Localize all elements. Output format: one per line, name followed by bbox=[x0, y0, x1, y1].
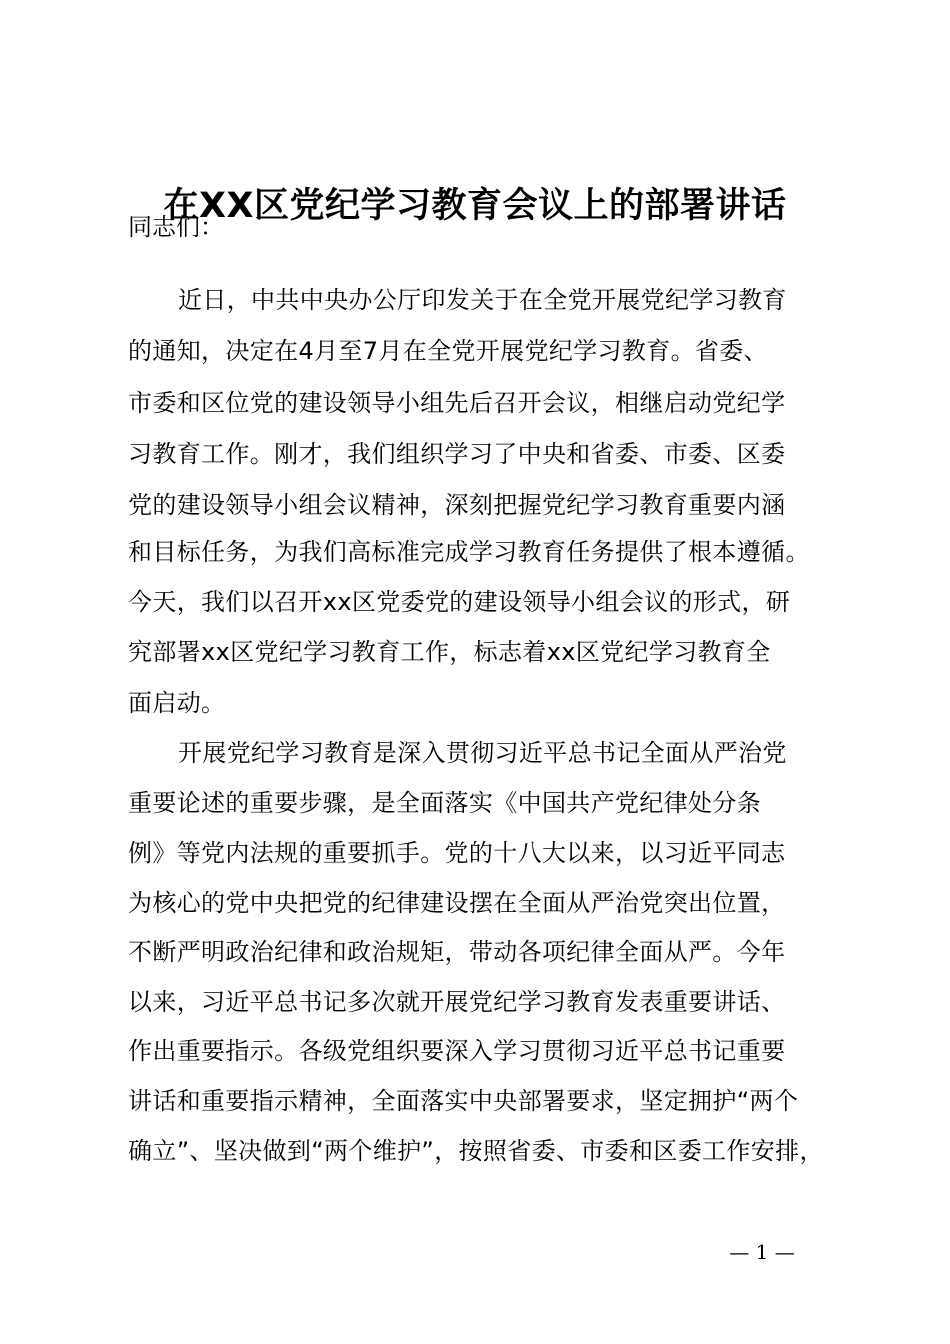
paragraph-1-line-8: 究部署xx区党纪学习教育工作，标志着xx区党纪学习教育全 bbox=[128, 638, 771, 666]
paragraph-2-line-7: 作出重要指示。各级党组织要深入学习贯彻习近平总书记重要 bbox=[128, 1037, 786, 1065]
paragraph-1-line-3: 市委和区位党的建设领导小组先后召开会议，相继启动党纪学 bbox=[128, 389, 786, 417]
paragraph-1-line-9: 面启动。 bbox=[128, 689, 226, 717]
paragraph-2-line-6: 以来，习近平总书记多次就开展党纪学习教育发表重要讲话、 bbox=[128, 988, 786, 1016]
paragraph-1-line-2: 的通知，决定在4月至7月在全党开展党纪学习教育。省委、 bbox=[128, 337, 768, 365]
paragraph-2-line-1: 开展党纪学习教育是深入贯彻习近平总书记全面从严治党 bbox=[178, 739, 787, 767]
paragraph-2-line-8: 讲话和重要指示精神，全面落实中央部署要求，坚定拥护“两个 bbox=[128, 1087, 799, 1115]
paragraph-1-line-5: 党的建设领导小组会议精神，深刻把握党纪学习教育重要内涵 bbox=[128, 491, 786, 519]
paragraph-2-line-2: 重要论述的重要步骤，是全面落实《中国共产党纪律处分条 bbox=[128, 789, 762, 817]
salutation: 同志们： bbox=[128, 213, 224, 241]
paragraph-2-line-3: 例》等党内法规的重要抓手。党的十八大以来，以习近平同志 bbox=[128, 839, 786, 867]
page-number: — 1 — bbox=[729, 1240, 795, 1264]
paragraph-1-line-1: 近日，中共中央办公厅印发关于在全党开展党纪学习教育 bbox=[178, 286, 787, 314]
paragraph-2-line-4: 为核心的党中央把党的纪律建设摆在全面从严治党突出位置， bbox=[128, 889, 786, 917]
paragraph-1-line-7: 今天，我们以召开xx区党委党的建设领导小组会议的形式，研 bbox=[128, 588, 791, 616]
paragraph-2-line-5: 不断严明政治纪律和政治规矩，带动各项纪律全面从严。今年 bbox=[128, 938, 786, 966]
paragraph-1-line-6: 和目标任务，为我们高标准完成学习教育任务提供了根本遵循。 bbox=[128, 538, 810, 566]
paragraph-1-line-4: 习教育工作。刚才，我们组织学习了中央和省委、市委、区委 bbox=[128, 440, 786, 468]
paragraph-2-line-9: 确立”、坚决做到“两个维护”，按照省委、市委和区委工作安排， bbox=[128, 1137, 824, 1165]
document-title: 在XX区党纪学习教育会议上的部署讲话 bbox=[163, 186, 787, 226]
